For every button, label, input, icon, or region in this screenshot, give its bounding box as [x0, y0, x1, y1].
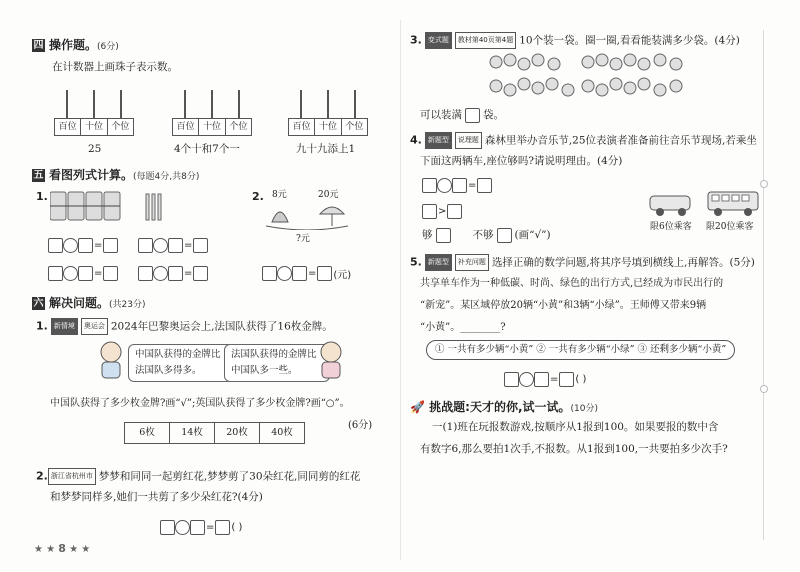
- table-cell[interactable]: 6枚: [125, 423, 170, 443]
- operator-circle[interactable]: [519, 372, 534, 387]
- equation-row-1b: =: [138, 238, 208, 253]
- stick-bundles-image: [50, 190, 190, 224]
- binding-dot: [760, 385, 768, 393]
- question-6-2: 2. 浙江省杭州市 梦梦和同同一起剪红花,梦梦剪了30朵红花,同同剪的红花: [36, 468, 396, 485]
- section-5-header: [32, 166, 199, 183]
- section-title: 看图列式计算。: [49, 168, 134, 182]
- boy-avatar: [98, 340, 124, 380]
- page-divider: [400, 20, 401, 560]
- question-5-line4: “小黄”。________?: [420, 322, 506, 333]
- question-tag: 浙江省杭州市: [48, 468, 96, 485]
- section-badge: 六: [33, 298, 44, 309]
- answer-box[interactable]: [168, 266, 183, 281]
- answer-box[interactable]: [193, 266, 208, 281]
- car-label: 限6位乘客: [650, 222, 692, 232]
- question-6-1-prompt: 中国队获得了多少枚金牌?画“√”;英国队获得了多少枚金牌?画“○”。: [50, 398, 350, 409]
- answer-box[interactable]: [103, 266, 118, 281]
- answer-box[interactable]: [78, 266, 93, 281]
- operator-circle[interactable]: [175, 520, 190, 535]
- section-title: 操作题。: [49, 38, 98, 52]
- total-label: ?元: [296, 234, 310, 244]
- section-4-instruction: 在计数器上画珠子表示数。: [52, 61, 178, 73]
- operator-circle[interactable]: [63, 266, 78, 281]
- question-tag: 教材第40页第4题: [455, 32, 516, 49]
- answer-box[interactable]: [559, 372, 574, 387]
- equation-row-flowers: = ( ): [160, 520, 243, 535]
- answer-box[interactable]: [504, 372, 519, 387]
- question-5-line2: 共享单车作为一种低碳、时尚、绿色的出行方式,已经成为市民出行的: [420, 278, 724, 289]
- answer-box[interactable]: [477, 178, 492, 193]
- section-4-header: [32, 36, 119, 53]
- answer-box[interactable]: [215, 520, 230, 535]
- equation-row-1a: =: [48, 238, 118, 253]
- answer-box[interactable]: [534, 372, 549, 387]
- speech-bubble-right: 法国队获得的金牌比中国队多一些。: [224, 344, 330, 382]
- answer-box[interactable]: [292, 266, 307, 281]
- answer-box[interactable]: [465, 108, 480, 123]
- question-tag: 说理题: [455, 132, 482, 149]
- question-3-answer: 可以装满 袋。: [420, 109, 504, 121]
- page-number: 8: [58, 542, 66, 555]
- bus-label: 限20位乘客: [706, 222, 754, 232]
- enough-checkbox[interactable]: [436, 228, 451, 243]
- question-5-options[interactable]: ① 一共有多少辆“小黄” ② 一共有多少辆“小绿” ③ 还剩多少辆“小黄”: [426, 340, 735, 360]
- answer-box[interactable]: [138, 238, 153, 253]
- answer-box[interactable]: [193, 238, 208, 253]
- not-enough-checkbox[interactable]: [497, 228, 512, 243]
- question-number: 1.: [36, 190, 48, 203]
- answer-box[interactable]: [190, 520, 205, 535]
- challenge-header: [410, 398, 598, 415]
- question-4: 4. 新题型 说理题 森林里举办音乐节,25位表演者准备前往音乐节现场,若乘坐: [410, 132, 760, 149]
- abacus-caption-1: 25: [88, 143, 102, 155]
- apples-image[interactable]: [488, 52, 688, 100]
- operator-circle[interactable]: [153, 238, 168, 253]
- question-tag: 变式题: [425, 32, 452, 49]
- abacus-2[interactable]: 百位 十位 个位: [172, 88, 252, 136]
- enough-choice-row: 够 不够 (画“√”): [422, 229, 551, 241]
- answer-box[interactable]: [138, 266, 153, 281]
- question-tag: 补充问题: [455, 254, 489, 271]
- margin-rule: [763, 30, 764, 540]
- section-6-header: [32, 294, 146, 311]
- question-6-2-line2: 和梦梦同样多,她们一共剪了多少朵红花?(4分): [50, 491, 263, 503]
- hat-price: 8元: [272, 190, 287, 200]
- speech-bubble-left: 中国队获得的金牌比法国队多得多。: [128, 344, 234, 382]
- rocket-icon: 🚀: [410, 400, 425, 414]
- section-badge: 四: [33, 40, 44, 51]
- table-cell[interactable]: 20枚: [215, 423, 260, 443]
- challenge-points: (10分): [570, 404, 598, 414]
- question-4-line2: 下面这两辆车,座位够吗?请说明理由。(4分): [420, 155, 623, 167]
- equation-row-2b: =: [138, 266, 208, 281]
- equation-row-seats: =: [422, 178, 492, 193]
- hat-umbrella-image: [262, 200, 352, 230]
- abacus-3[interactable]: 百位 十位 个位: [288, 88, 368, 136]
- answer-box[interactable]: [422, 178, 437, 193]
- section-points: (每题4分,共8分): [133, 172, 200, 182]
- medal-table: [124, 422, 305, 444]
- question-6-1-points: (6分): [348, 420, 373, 431]
- operator-circle[interactable]: [63, 238, 78, 253]
- answer-box[interactable]: [103, 238, 118, 253]
- section-title: 解决问题。: [49, 296, 110, 310]
- question-tag: 奥运会: [81, 318, 108, 335]
- binding-dot: [760, 180, 768, 188]
- challenge-line1: 一(1)班在玩报数游戏,按顺序从1报到100。如果要报的数中含: [432, 421, 719, 433]
- answer-box[interactable]: [78, 238, 93, 253]
- question-tag: 新题型: [425, 132, 452, 149]
- abacus-caption-2: 4个十和7个一: [174, 143, 240, 155]
- answer-box[interactable]: [422, 204, 437, 219]
- question-5-line3: “新宠”。某区域停放20辆“小黄”和3辆“小绿”。王师傅又带来9辆: [420, 300, 707, 311]
- operator-circle[interactable]: [437, 178, 452, 193]
- abacus-caption-3: 九十九添上1: [296, 143, 356, 155]
- question-5: 5. 新题型 补充问题 选择正确的数学问题,将其序号填到横线上,再解答。(5分): [410, 254, 760, 271]
- answer-box[interactable]: [160, 520, 175, 535]
- answer-box[interactable]: [168, 238, 183, 253]
- question-tag: 新题型: [425, 254, 452, 271]
- umbrella-price: 20元: [318, 190, 339, 200]
- question-3: 3. 变式题 教材第40页第4题 10个装一袋。圈一圈,看看能装满多少袋。(4分): [410, 32, 740, 49]
- table-cell[interactable]: 40枚: [271, 427, 293, 438]
- answer-box[interactable]: [317, 266, 332, 281]
- car-image: [648, 190, 694, 218]
- section-badge: 五: [33, 170, 44, 181]
- challenge-title: 挑战题:天才的你,试一试。: [429, 400, 571, 414]
- equation-row-bikes: = ( ): [504, 372, 587, 387]
- answer-box[interactable]: [48, 238, 63, 253]
- question-number: 2.: [252, 190, 264, 203]
- section-points: (6分): [97, 42, 119, 52]
- equation-row-2a: =: [48, 266, 118, 281]
- answer-box[interactable]: [452, 178, 467, 193]
- bus-image: [706, 188, 762, 218]
- answer-box[interactable]: [262, 266, 277, 281]
- question-tag: 新情境: [51, 318, 78, 335]
- table-cell[interactable]: 14枚: [170, 423, 215, 443]
- question-6-1: 1. 新情境 奥运会 2024年巴黎奥运会上,法国队获得了16枚金牌。: [36, 318, 333, 335]
- page-footer: ★ ★ 8 ★ ★: [34, 542, 91, 555]
- compare-row: >: [422, 204, 462, 219]
- section-points: (共23分): [109, 300, 146, 310]
- abacus-1[interactable]: 百位 十位 个位: [54, 88, 134, 136]
- answer-box[interactable]: [48, 266, 63, 281]
- answer-box[interactable]: [447, 204, 462, 219]
- equation-row-price: = (元): [262, 266, 352, 281]
- challenge-line2: 有数字6,那么要拍1次手,不报数。从1报到100,一共要拍多少次手?: [420, 443, 728, 455]
- girl-avatar: [318, 340, 344, 380]
- operator-circle[interactable]: [153, 266, 168, 281]
- operator-circle[interactable]: [277, 266, 292, 281]
